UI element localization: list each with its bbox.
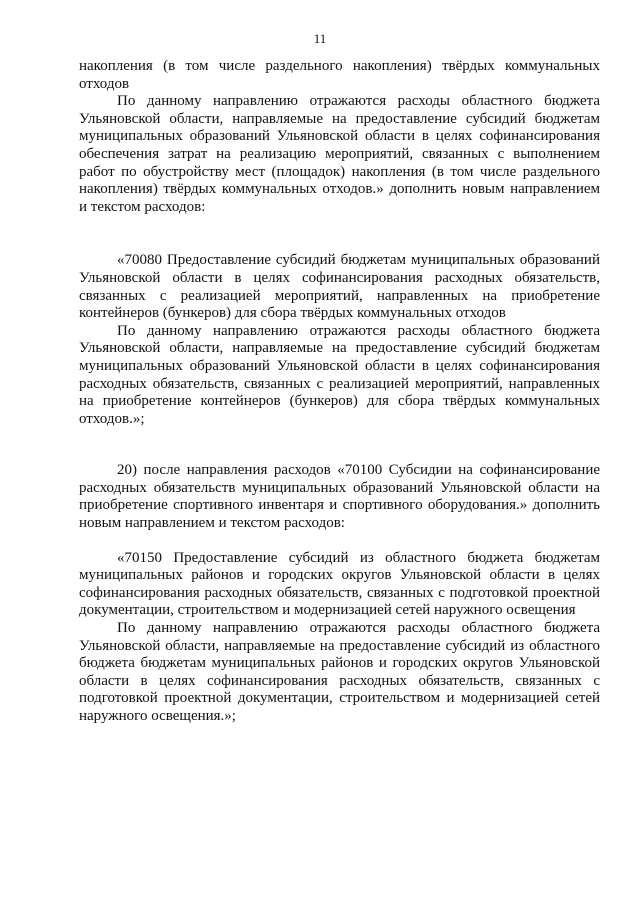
spacer — [79, 428, 600, 462]
paragraph-item-20: 20) после направления расходов «70100 Субсидии на софинансирование расходных обязательств муниципальных образований Ульяновской области на приобретение спортивного инвентаря и спортивного оборудования.» дополнить новым направлением и текстом расходов: — [79, 462, 600, 532]
paragraph-description-70150: По данному направлению отражаются расходы областного бюджета Ульяновской области, направляемые на предоставление субсидий из областного бюджета бюджетам муниципальных районов и городских округов Ульяновской области в целях софинансирования расходных обязательств, связанных с подготовкой проектной документации, строительством и модернизацией сетей наружного освещения.»; — [79, 620, 600, 724]
paragraph-continuation: накопления (в том числе раздельного накопления) твёрдых коммунальных отходов — [79, 58, 600, 92]
paragraph-direction-70080: «70080 Предоставление субсидий бюджетам муниципальных образований Ульяновской области в целях софинансирования расходных обязательств, связанных с реализацией мероприятий, направленных на приобретение контейнеров (бункеров) для сбора твёрдых коммунальных отходов — [79, 252, 600, 322]
document-body — [79, 58, 600, 726]
page-number: 11 — [313, 31, 327, 46]
paragraph-description-70080: По данному направлению отражаются расходы областного бюджета Ульяновской области, направляемые на предоставление субсидий бюджетам муниципальных образований Ульяновской области в целях софинансирования расходных обязательств, связанных с реализацией мероприятий, направленных на приобретение контейнеров (бункеров) для сбора твёрдых коммунальных отходов.»; — [79, 322, 600, 427]
spacer — [79, 533, 600, 550]
paragraph-direction-70150: «70150 Предоставление субсидий из областного бюджета бюджетам муниципальных районов и городских округов Ульяновской области в целях софинансирования расходных обязательств, связанных с подготовкой проектной документации, строительством и модернизацией сетей наружного освещения — [79, 549, 600, 619]
spacer — [79, 216, 600, 252]
paragraph-description-70070: По данному направлению отражаются расходы областного бюджета Ульяновской области, направляемые на предоставление субсидий бюджетам муниципальных образований Ульяновской области в целях софинансирования обеспечения затрат на реализацию мероприятий, связанных с выполнением работ по обустройству мест (площадок) накопления (в том числе раздельного накопления) твёрдых коммунальных отходов.» дополнить новым направлением и текстом расходов: — [79, 93, 600, 215]
